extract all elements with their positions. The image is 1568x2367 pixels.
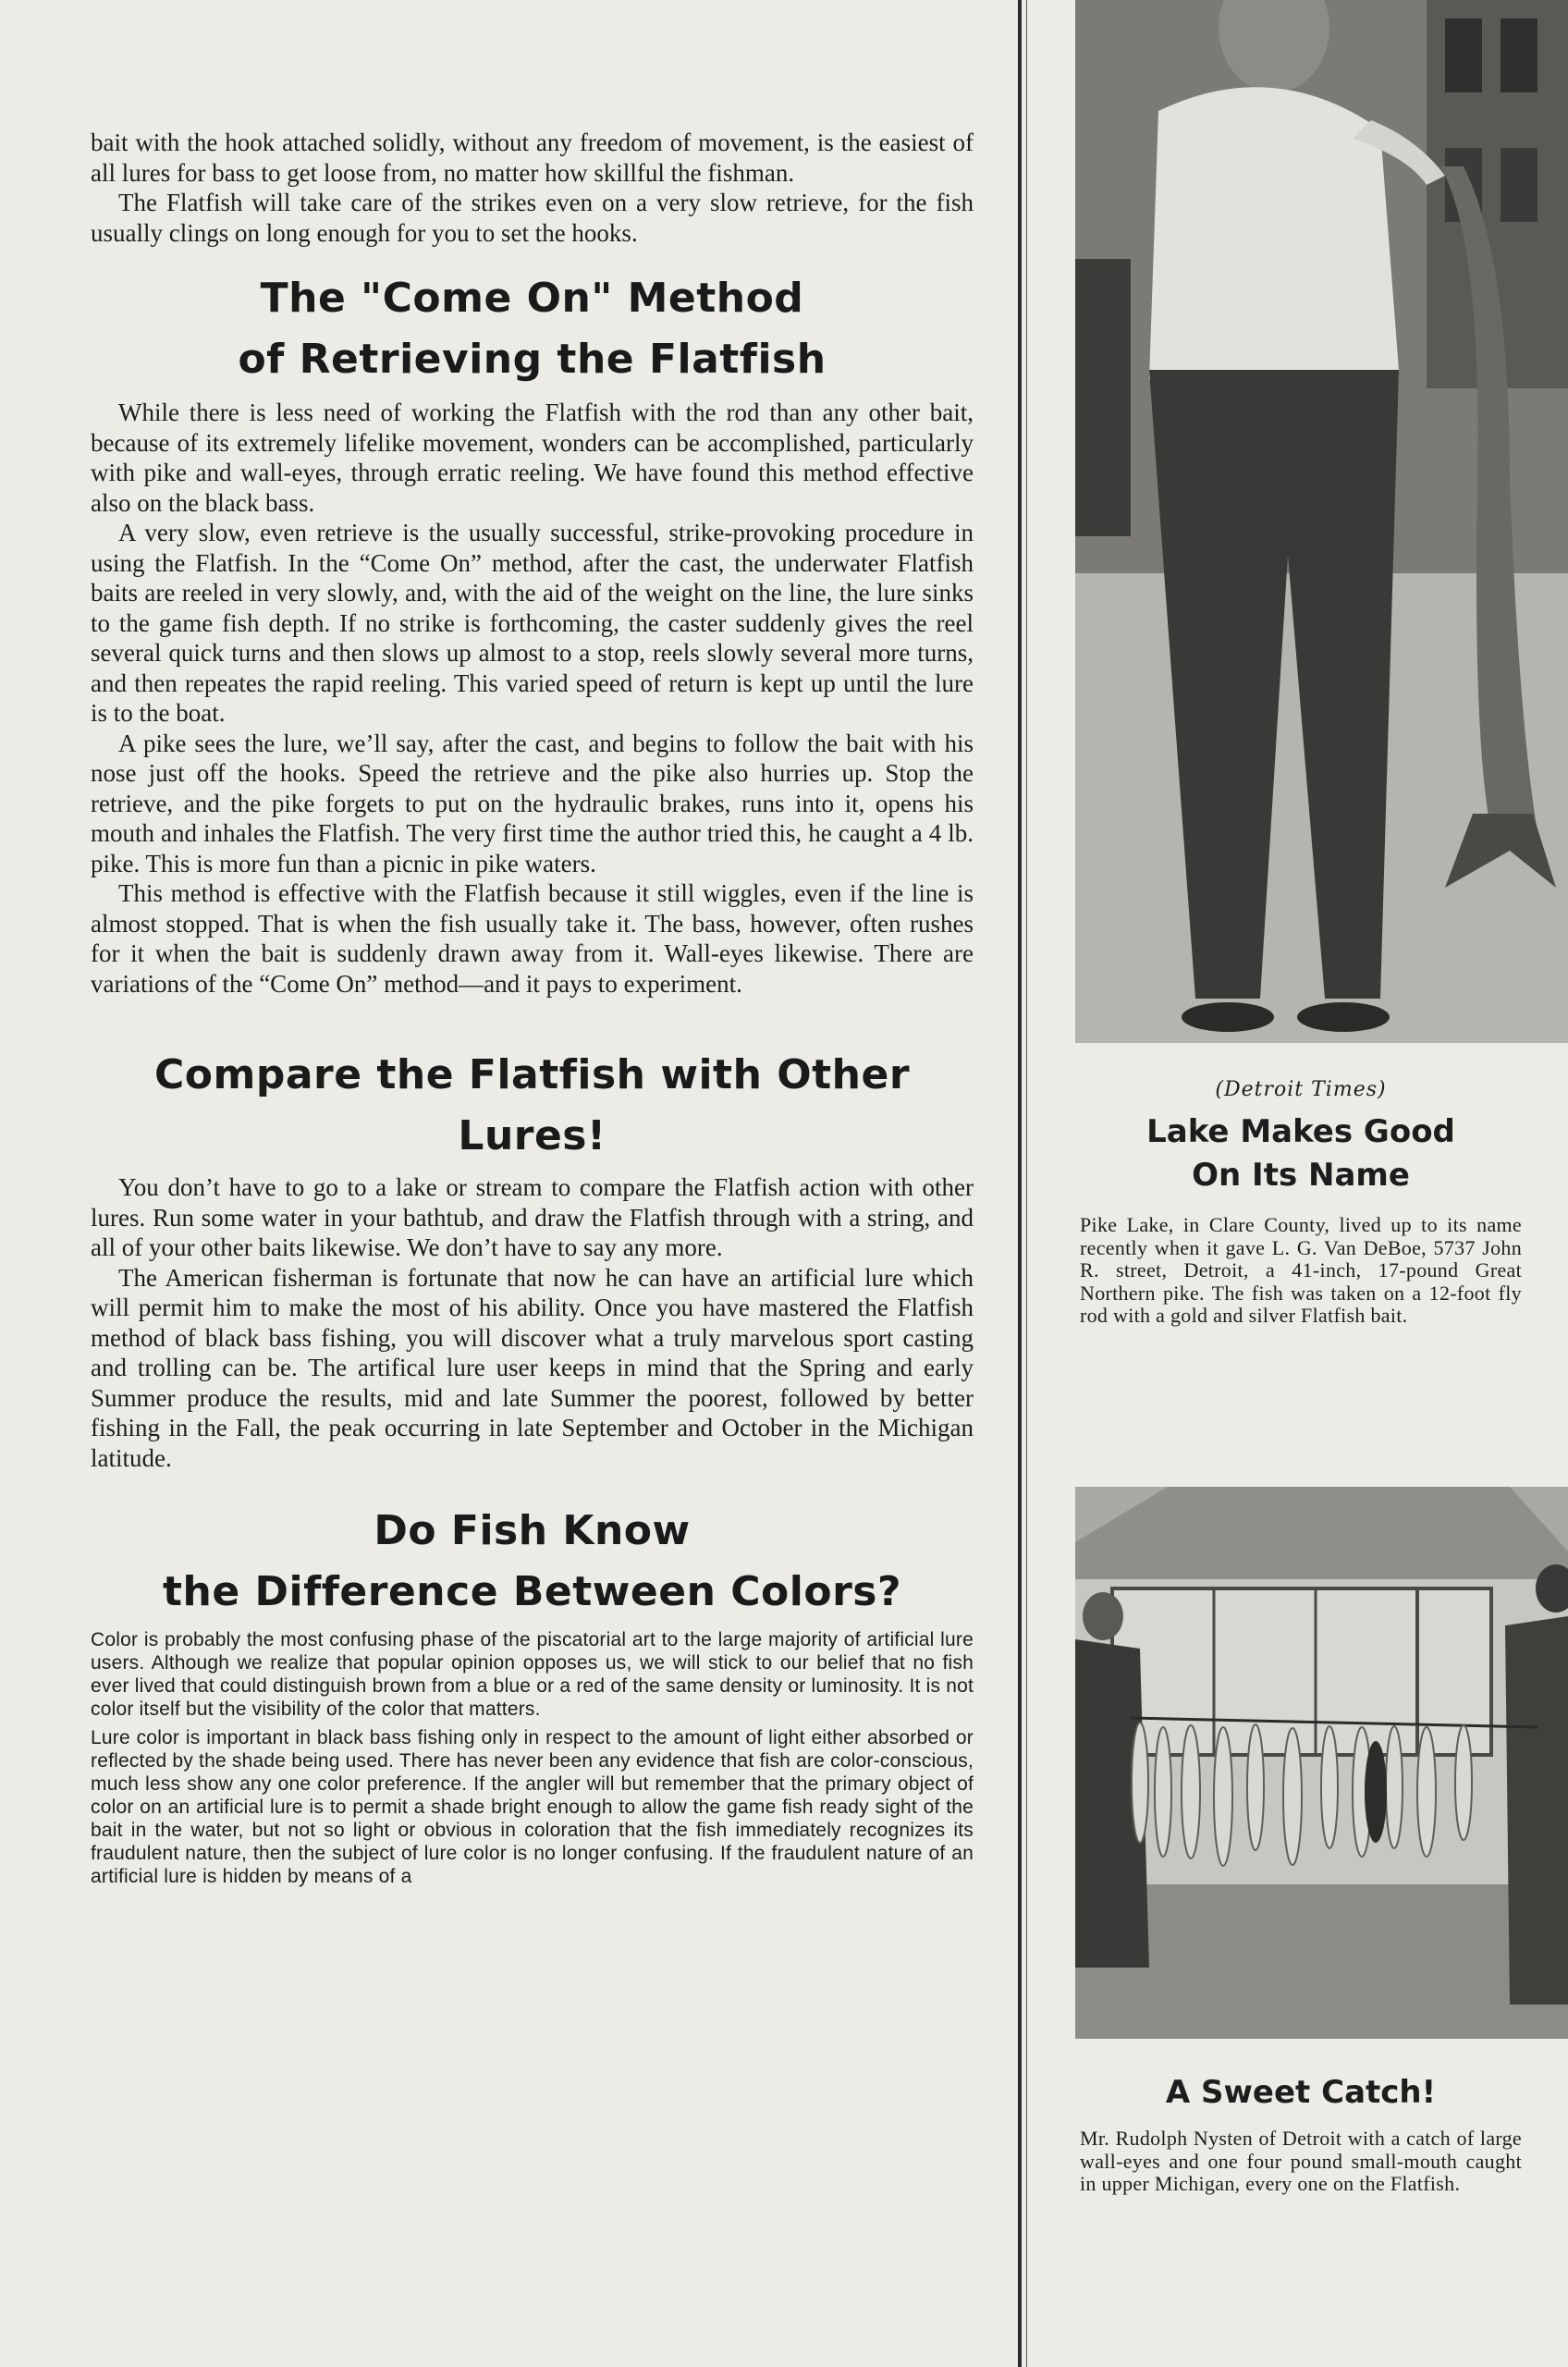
colors-paragraph-2: Lure color is important in black bass fishing only in respect to the amount of light either absorbed or reflected by the shade being used. There has never been any evidence that fish are color-conscious, much less show any one color preference. If the angler will but remember that the primary object of color on an artificial lure is to permit a shade bright enough to allow the game fish ready sight of the bait in the water, but not so light or obvious in coloration that the fish immediately recognizes its fraudulent nature, then the subject of lure color is no longer confusing. If the fraudulent nature of an artificial lure is hidden by means of a (91, 1727, 974, 1887)
photo-man-with-pike (1075, 0, 1568, 1043)
photo-credit: (Detroit Times) (1215, 1078, 1387, 1101)
photo-man-with-pike-illustration (1075, 0, 1568, 1043)
section-heading-compare-lures: Compare the Flatfish with Other Lures! (153, 1051, 911, 1159)
intro-paragraph-2: The Flatfish will take care of the strikes even on a very slow retrieve, for the fish usually clings on long enough for you to set the hooks. (91, 189, 974, 247)
photo-sweet-catch (1075, 1487, 1568, 2039)
compare-paragraph-2: The American fisherman is fortunate that now he can have an artificial lure which will permit him to make the most of his ability. Once you have mastered the Flatfish method of black bass fishing, you will discover what a truly marvelous sport casting and trolling can be. The artifical lure user keeps in mind that the Spring and early Summer produce the results, mid and late Summer the poorest, followed by better fishing in the Fall, the peak occurring in late September and October in the Michigan latitude. (91, 1263, 974, 1472)
heading-line-1: Lake Makes Good (1146, 1113, 1455, 1150)
compare-paragraph-1: You don’t have to go to a lake or stream to compare the Flatfish action with other lures. Run some water in your bathtub, and draw the Flatfish through with a string, and all of your other baits likewise. We don’t have to say any more. (91, 1173, 974, 1261)
heading-line-1: The "Come On" Method (260, 275, 804, 322)
come-on-paragraph-3: A pike sees the lure, we’ll say, after the cast, and begins to follow the bait with his nose just off the hooks. Speed the retrieve and the pike also hurries up. Stop the retrieve, and the pike forgets to put on the hydraulic brakes, runs into it, opens his mouth and inhales the Flatfish. The very first time the author tried this, he caught a 4 lb. pike. This is more fun than a picnic in pike waters. (91, 729, 974, 877)
come-on-paragraph-1: While there is less need of working the Flatfish with the rod than any other bait, because of its extremely lifelike movement, wonders can be accomplished, particularly with pike and wall-eyes, through erratic reeling. We have found this method effective also on the black bass. (91, 399, 974, 517)
column-divider-thin (1026, 0, 1027, 2367)
come-on-paragraph-4: This method is effective with the Flatfish because it still wiggles, even if the line is almost stopped. That is when the fish usually take it. The bass, however, often rushes for it when the bait is suddenly drawn away from it. Wall-eyes likewise. There are variations of the “Come On” method—and it pays to experiment. (91, 879, 974, 998)
caption-lake-makes-good (1080, 1078, 1522, 1328)
heading-line-2: On Its Name (1192, 1157, 1410, 1194)
come-on-paragraph-2: A very slow, even retrieve is the usually successful, strike-provoking procedure in using the Flatfish. In the “Come On” method, after the cast, the underwater Flatfish baits are reeled in very slowly, and, with the aid of the weight on the line, the lure sinks to the game fish depth. If no strike is forthcoming, the caster suddenly gives the reel several quick turns and then slows up almost to a stop, reels slowly several more turns, and then repeates the rapid reeling. This varied speed of return is kept up until the lure is to the boat. (91, 519, 974, 727)
story-body: Mr. Rudolph Nysten of Detroit with a catch of large wall-eyes and one four pound small-mouth caught in upper Michigan, every one on the Flatfish. (1080, 2127, 1522, 2195)
section-heading-colors (91, 1501, 974, 1623)
caption-sweet-catch (1080, 2071, 1522, 2196)
colors-paragraph-1: Color is probably the most confusing phase of the piscatorial art to the large majority of artificial lure users. Although we realize that popular opinion opposes us, we will stick to our belief that no fish ever lived that could distinguish brown from a blue or a red of the same density or luminosity. It is not color itself but the visibility of the color that matters. (91, 1629, 974, 1720)
intro-paragraph-1: bait with the hook attached solidly, without any freedom of movement, is the easiest of all lures for bass to get loose from, no matter how skillful the fishman. (91, 129, 974, 187)
heading-line-2: the Difference Between Colors? (163, 1568, 901, 1615)
photo-sweet-catch-illustration (1075, 1487, 1568, 2039)
article-column (91, 128, 974, 1888)
heading-line-2: of Retrieving the Flatfish (238, 336, 827, 383)
section-heading-come-on-method (91, 268, 974, 390)
story-body: Pike Lake, in Clare County, lived up to its name recently when it gave L. G. Van DeBoe, 5737 John R. street, Detroit, a 41-inch, 17-pound Great Northern pike. The fish was taken on a 12-foot fly rod with a gold and silver Flatfish bait. (1080, 1213, 1522, 1327)
story-heading: A Sweet Catch! (1165, 2074, 1437, 2111)
heading-line-1: Do Fish Know (374, 1507, 691, 1554)
column-divider (1018, 0, 1022, 2367)
story-heading (1080, 1110, 1522, 1197)
